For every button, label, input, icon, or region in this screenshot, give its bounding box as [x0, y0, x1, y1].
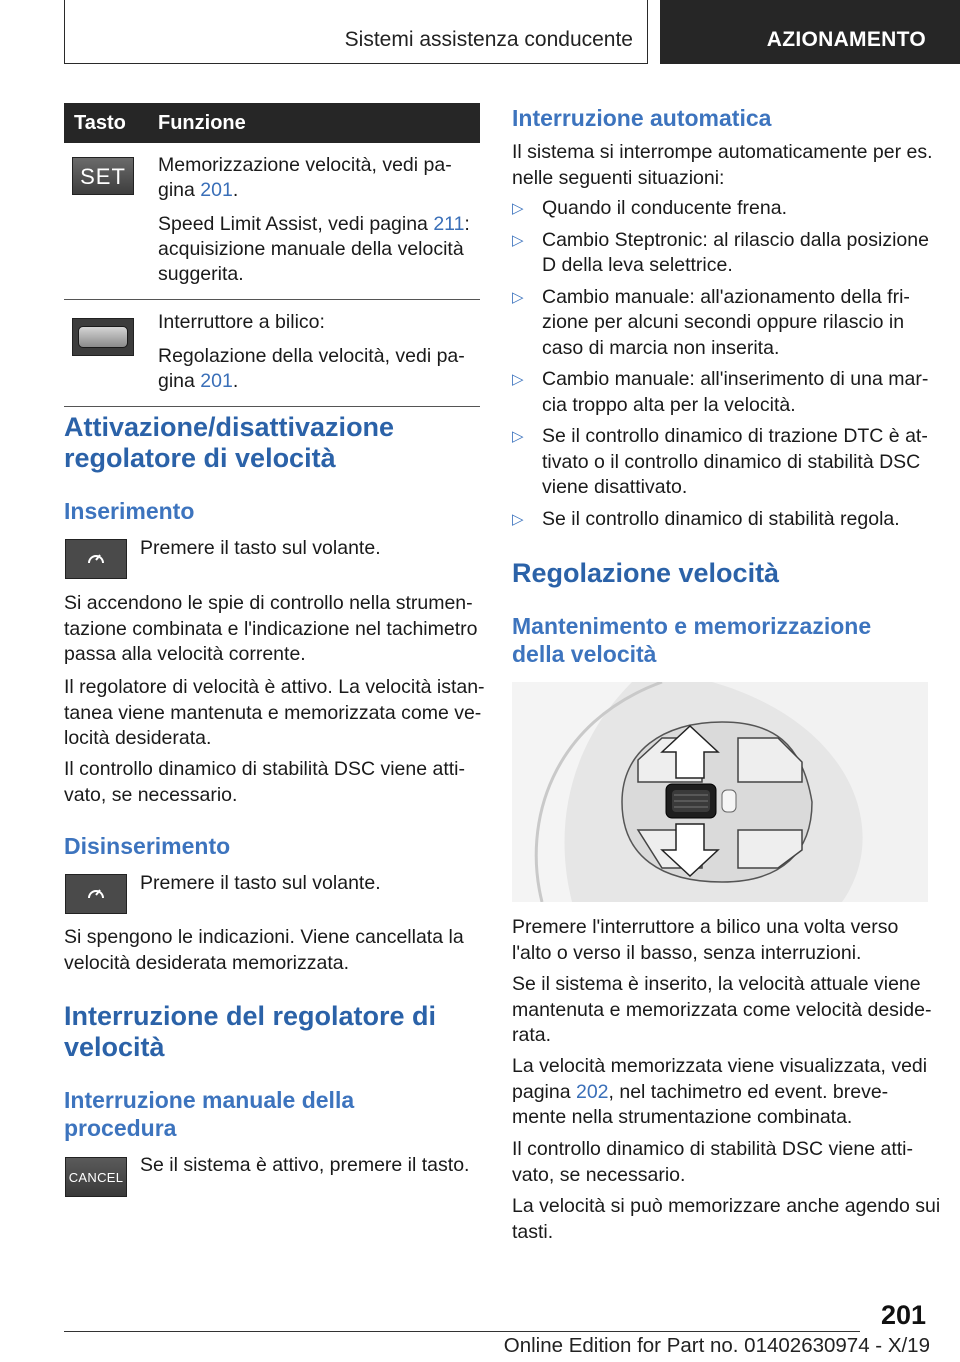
- header-section-box: [660, 0, 960, 64]
- list-item: [512, 228, 930, 279]
- auto-interrupt-list: [512, 196, 930, 538]
- text-line: Si accendono le spie di controllo nella strumen-: [64, 592, 473, 614]
- text-line: Regolazione della velocità, vedi pa-: [158, 345, 465, 367]
- cruise-control-button-icon: [65, 874, 127, 914]
- text-line: suggerita.: [158, 263, 244, 285]
- paragraph: [64, 591, 477, 668]
- function-text: Interruttore a bilico:: [158, 311, 325, 333]
- bullet-triangle-icon: ▷: [512, 200, 524, 217]
- function-text: [158, 212, 480, 287]
- column-header-function: Funzione: [148, 103, 480, 143]
- paragraph: [64, 925, 464, 976]
- function-cell: [148, 143, 480, 300]
- text-line: La velocità si può memorizzare anche agendo sui: [512, 1195, 941, 1217]
- text-line: velocità desiderata memorizzata.: [64, 951, 350, 974]
- text-line: passa alla velocità corrente.: [64, 643, 306, 665]
- text-line: pagina: [512, 1080, 576, 1103]
- paragraph: [512, 972, 931, 1049]
- heading-line: procedura: [64, 1115, 177, 1141]
- heading-keep-speed: [512, 612, 871, 668]
- page-number: 201: [880, 1300, 926, 1330]
- heading-line: Interruzione del regolatore di: [64, 1001, 437, 1031]
- heading-line: velocità: [64, 1032, 165, 1062]
- heading-on: Inserimento: [64, 498, 195, 524]
- text-line: viene disattivato.: [542, 476, 688, 498]
- list-item: [512, 367, 930, 418]
- text-line: Cambio manuale: all'azionamento della fri-: [542, 285, 910, 308]
- list-item: [512, 424, 930, 501]
- text-line: Cambio Steptronic: al rilascio dalla posizione: [542, 228, 929, 251]
- text-line: gina: [158, 179, 201, 201]
- text-line: acquisizione manuale della velocità: [158, 238, 464, 260]
- set-button-icon: [72, 157, 134, 195]
- heading-line: Interruzione manuale della: [64, 1087, 355, 1113]
- page-link[interactable]: 202: [575, 1080, 609, 1103]
- text-line: Il controllo dinamico di stabilità DSC viene atti-: [64, 758, 466, 780]
- text-line: Memorizzazione velocità, vedi pa-: [158, 154, 452, 176]
- text-line: Premere l'interruttore a bilico una volta verso: [512, 916, 899, 938]
- text-line: Se il controllo dinamico di trazione DTC è at-: [542, 425, 928, 447]
- footer-divider: [64, 1331, 860, 1332]
- text-punct: :: [464, 213, 470, 235]
- chapter-title: Sistemi assistenza conducente: [344, 28, 633, 51]
- list-item: [512, 196, 930, 222]
- steering-wheel-rocker-photo: [512, 682, 928, 902]
- text-line: tanea viene mantenuta e memorizzata come ve-: [64, 701, 482, 724]
- list-item: [512, 507, 930, 533]
- text-line: Speed Limit Assist, vedi pagina: [158, 213, 434, 235]
- paragraph: [64, 757, 465, 808]
- text-line: rata.: [512, 1024, 552, 1046]
- heading-line: della velocità: [512, 641, 657, 667]
- function-text: [158, 153, 480, 203]
- table-row: [64, 143, 480, 300]
- text-line: tasti.: [512, 1220, 554, 1243]
- key-cell: [64, 300, 148, 407]
- text-line: Se il sistema è inserito, la velocità attuale viene: [512, 973, 921, 995]
- function-cell: [148, 300, 480, 407]
- text-punct: .: [232, 370, 239, 392]
- off-instruction: Premere il tasto sul volante.: [140, 872, 381, 894]
- text-line: locità desiderata.: [64, 727, 212, 749]
- table-row: [64, 300, 480, 407]
- heading-speed-regulation: Regolazione velocità: [512, 558, 780, 588]
- set-button-label: SET: [80, 163, 126, 189]
- text-line: nelle seguenti situazioni:: [512, 166, 725, 189]
- heading-line: Attivazione/disattivazione: [64, 412, 395, 442]
- bullet-triangle-icon: ▷: [512, 288, 524, 306]
- text-line: vato, se necessario.: [512, 1163, 686, 1186]
- table-header-row: [64, 103, 480, 143]
- heading-line: regolatore di velocità: [64, 443, 336, 473]
- text-line: Si spengono le indicazioni. Viene cancellata la: [64, 926, 464, 948]
- text-line: , nel tachimetro ed event. breve-: [608, 1080, 889, 1103]
- heading-line: Mantenimento e memorizzazione: [512, 613, 872, 639]
- text-line: caso di marcia non inserita.: [542, 336, 780, 359]
- text-line: mantenuta e memorizzata come velocità deside-: [512, 998, 932, 1021]
- text-line: La velocità memorizzata viene visualizzata, vedi: [512, 1055, 928, 1077]
- page-link[interactable]: 201: [200, 370, 233, 392]
- text-line: D della leva selettrice.: [542, 254, 733, 276]
- cancel-button-icon: [65, 1157, 127, 1197]
- text-line: tivato o il controllo dinamico di stabilità DSC: [542, 450, 921, 473]
- text-line: l'alto o verso il basso, senza interruzioni.: [512, 941, 862, 964]
- paragraph: [512, 915, 898, 966]
- text-punct: .: [232, 179, 239, 201]
- on-instruction: Premere il tasto sul volante.: [140, 537, 381, 559]
- paragraph: [512, 1054, 927, 1131]
- text-line: gina: [158, 370, 201, 392]
- heading-off: Disinserimento: [64, 833, 231, 859]
- heading-manual: [64, 1086, 354, 1142]
- text-line: Cambio manuale: all'inserimento di una mar-: [542, 368, 929, 390]
- bullet-triangle-icon: ▷: [512, 510, 524, 528]
- page-link[interactable]: 211: [433, 213, 465, 235]
- text-line: Il regolatore di velocità è attivo. La velocità istan-: [64, 676, 485, 698]
- text-line: vato, se necessario.: [64, 783, 238, 806]
- cancel-instruction: Se il sistema è attivo, premere il tasto.: [140, 1154, 470, 1176]
- text-line: Se il controllo dinamico di stabilità regola.: [542, 507, 900, 530]
- heading-activation: [64, 412, 394, 474]
- bullet-triangle-icon: ▷: [512, 231, 524, 249]
- cancel-button-label: CANCEL: [68, 1169, 124, 1185]
- text-line: tazione combinata e l'indicazione nel tachimetro: [64, 617, 478, 640]
- cruise-control-button-icon: [65, 539, 127, 579]
- key-cell: [64, 143, 148, 300]
- text-line: Quando il conducente frena.: [542, 197, 788, 219]
- paragraph: [512, 140, 933, 191]
- text-line: Il controllo dinamico di stabilità DSC viene atti-: [512, 1138, 914, 1160]
- footer-edition: Online Edition for Part no. 01402630974 - X/19: [503, 1334, 930, 1357]
- text-line: cia troppo alta per la velocità.: [542, 393, 796, 416]
- column-header-key: Tasto: [64, 103, 148, 143]
- paragraph: [512, 1137, 913, 1188]
- list-item: [512, 285, 930, 362]
- text-line: Il sistema si interrompe automaticamente per es.: [512, 141, 933, 163]
- bullet-triangle-icon: ▷: [512, 371, 524, 388]
- text-line: zione per alcuni secondi oppure rilascio in: [542, 311, 905, 333]
- function-text: [158, 344, 480, 394]
- bullet-triangle-icon: ▷: [512, 428, 524, 445]
- paragraph: [512, 1194, 940, 1245]
- header-chapter-box: [64, 0, 648, 64]
- text-line: mente nella strumentazione combinata.: [512, 1106, 853, 1128]
- paragraph: [64, 675, 485, 752]
- page-link[interactable]: 201: [200, 179, 233, 201]
- rocker-switch-icon: [72, 318, 134, 356]
- section-title: AZIONAMENTO: [766, 28, 926, 51]
- key-function-table: [64, 103, 480, 407]
- heading-auto-interrupt: Interruzione automatica: [512, 105, 772, 131]
- heading-interrupt: [64, 1001, 436, 1063]
